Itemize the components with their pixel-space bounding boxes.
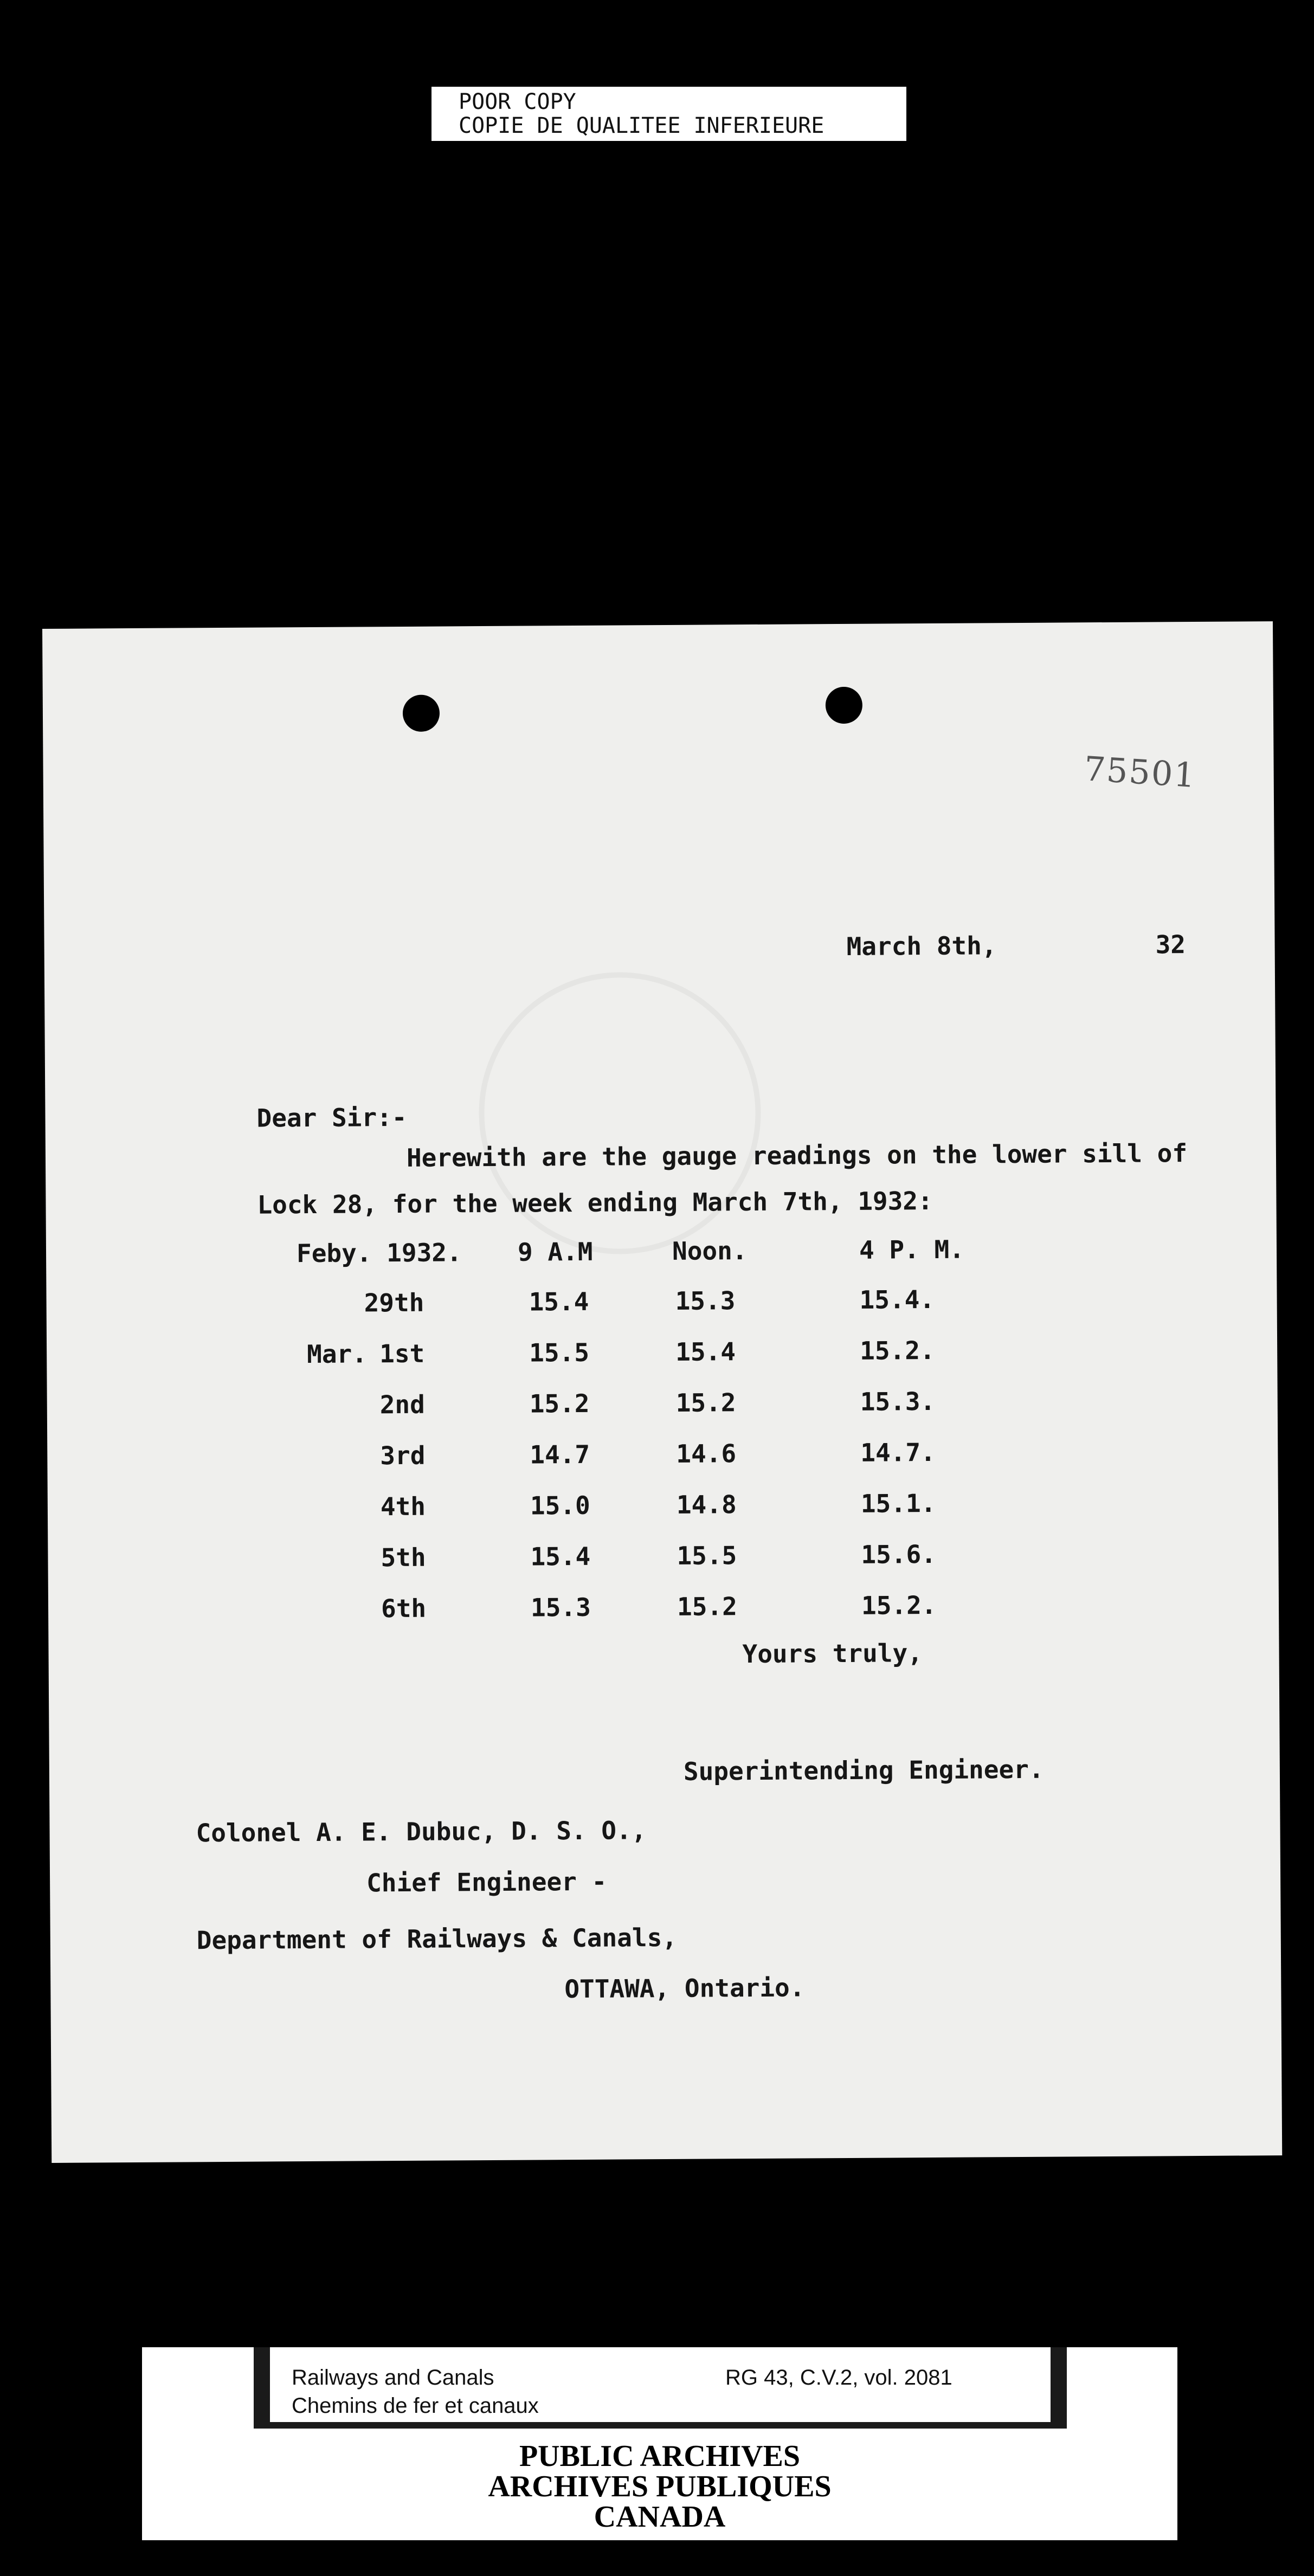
footer-reference: RG 43, C.V.2, vol. 2081 <box>725 2366 952 2390</box>
row-pm: 14.7. <box>860 1437 936 1467</box>
row-day: 2nd <box>379 1389 426 1420</box>
row-noon: 15.3 <box>675 1286 736 1316</box>
row-pm: 15.2. <box>861 1590 937 1620</box>
signature-title: Superintending Engineer. <box>683 1754 1044 1786</box>
row-noon: 15.2 <box>677 1592 737 1621</box>
footer-fonds-fr: Chemins de fer et canaux <box>292 2394 539 2418</box>
row-am: 15.5 <box>529 1337 590 1368</box>
addressee-line-3: Department of Railways & Canals, <box>196 1922 678 1955</box>
row-am: 14.7 <box>530 1439 590 1470</box>
body-line-2: Lock 28, for the week ending March 7th, 1932: <box>257 1186 933 1220</box>
archive-footer <box>142 2347 1177 2540</box>
archive-title-en: PUBLIC ARCHIVES <box>519 2439 801 2473</box>
letter-year: 32 <box>1155 930 1186 959</box>
footer-reference-card <box>270 2347 1051 2422</box>
row-day: 4th <box>380 1491 426 1522</box>
footer-fonds <box>292 2364 539 2420</box>
row-am: 15.3 <box>530 1592 591 1622</box>
poor-copy-line2: COPIE DE QUALITEE INFERIEURE <box>459 113 825 138</box>
poor-copy-line1: POOR COPY <box>459 89 576 114</box>
punch-hole-left <box>403 695 440 732</box>
table-header-date: Feby. 1932. <box>296 1238 462 1268</box>
row-day: 29th <box>364 1287 424 1318</box>
row-pm: 15.1. <box>860 1488 936 1518</box>
row-pm: 15.3. <box>860 1386 936 1416</box>
row-day: 1st <box>379 1338 425 1369</box>
closing: Yours truly, <box>742 1638 923 1669</box>
table-header-pm: 4 P. M. <box>859 1234 965 1265</box>
row-noon: 15.2 <box>675 1388 736 1418</box>
row-day: 6th <box>381 1593 427 1624</box>
file-number-stamp: 75501 <box>1083 749 1197 796</box>
row-pm: 15.6. <box>861 1539 937 1569</box>
body-line-1: Herewith are the gauge readings on the lower sill of <box>406 1138 1188 1173</box>
row-am: 15.4 <box>530 1541 591 1572</box>
archive-title-fr: ARCHIVES PUBLIQUES <box>488 2470 832 2503</box>
row-noon: 14.6 <box>676 1439 737 1469</box>
table-header-am: 9 A.M <box>517 1237 593 1267</box>
row-pm: 15.2. <box>859 1335 935 1366</box>
archive-title-country: CANADA <box>594 2500 726 2534</box>
footer-reference-band <box>254 2347 1067 2429</box>
letter-date: March 8th, <box>846 931 997 961</box>
addressee-line-1: Colonel A. E. Dubuc, D. S. O., <box>196 1815 647 1848</box>
row-day: 3rd <box>380 1440 426 1471</box>
row-am: 15.4 <box>529 1286 589 1317</box>
table-header-noon: Noon. <box>672 1236 748 1266</box>
row-am: 15.2 <box>529 1388 590 1419</box>
row-noon: 14.8 <box>676 1490 737 1519</box>
footer-fonds-en: Railways and Canals <box>292 2366 494 2390</box>
row-month: Mar. <box>307 1339 368 1369</box>
punch-hole-right <box>826 687 862 724</box>
row-day: 5th <box>381 1542 426 1573</box>
letter-page <box>42 621 1282 2163</box>
poor-copy-label <box>431 87 906 141</box>
row-am: 15.0 <box>530 1490 590 1521</box>
row-noon: 15.4 <box>675 1337 736 1367</box>
salutation: Dear Sir:- <box>256 1102 407 1133</box>
row-pm: 15.4. <box>859 1284 935 1315</box>
addressee-line-4: OTTAWA, Ontario. <box>564 1973 805 2004</box>
addressee-line-2: Chief Engineer - <box>366 1866 607 1898</box>
row-noon: 15.5 <box>677 1541 737 1570</box>
